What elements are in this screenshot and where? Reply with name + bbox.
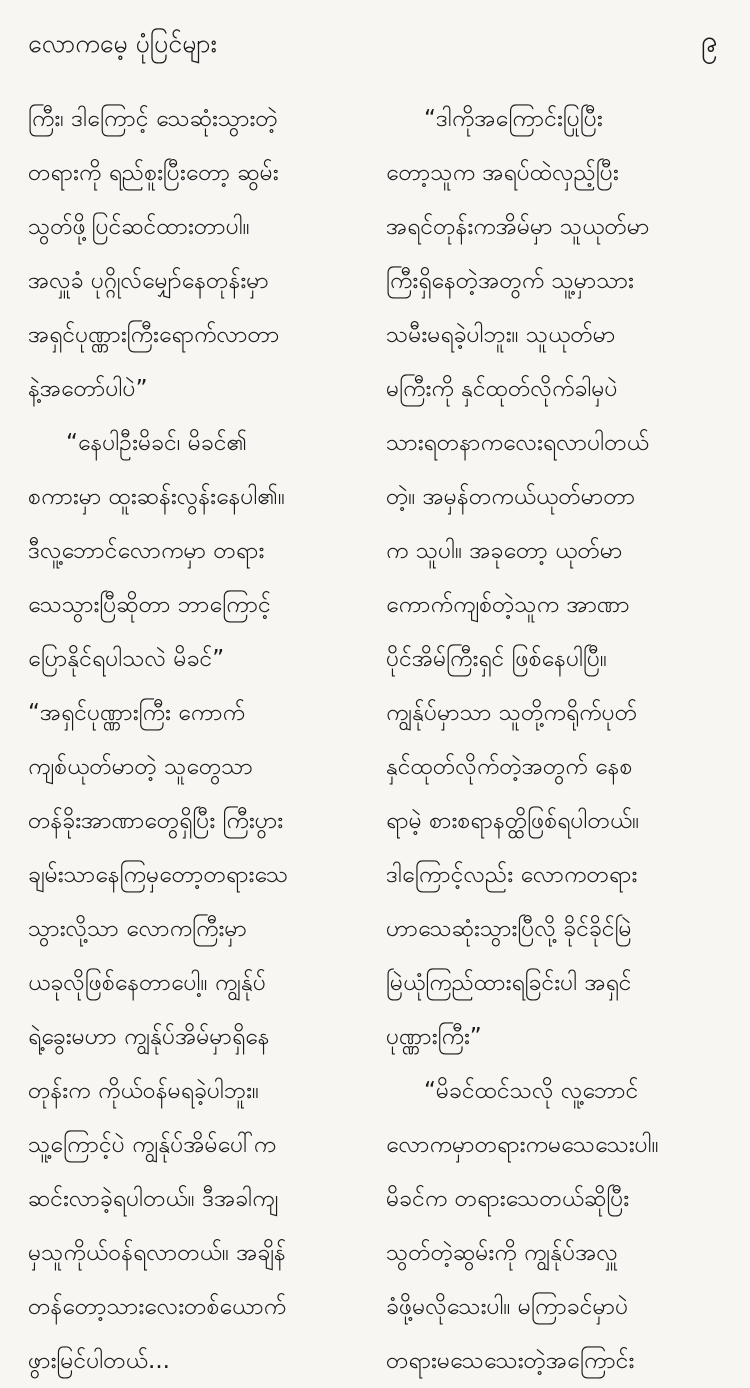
text-line: ပုဏ္ဏားကြီး” — [386, 1024, 482, 1050]
text-line: အလှူခံ ပုဂ္ဂိုလ်မျှော်နေတုန်းမှာ — [28, 268, 269, 294]
text-line: ကောက်ကျစ်တဲ့သူက အာဏာ — [386, 592, 630, 618]
text-line: မိခင်က တရားသေတယ်ဆိုပြီး — [386, 1186, 630, 1212]
text-line: သေသွားပြီဆိုတာ ဘာကြောင့် — [28, 592, 271, 618]
text-line: ဒါကြောင့်လည်း လောကတရား — [386, 862, 638, 888]
right-column — [386, 92, 716, 1388]
text-line: သွားလို့သာ လောကကြီးမှာ — [28, 916, 247, 942]
text-line: လောကမှာတရားကမသေသေးပါ။ — [386, 1132, 659, 1158]
text-line: မှသူကိုယ်ဝန်ရလာတယ်။ အချိန် — [28, 1240, 286, 1266]
text-line: အရှင်ပုဏ္ဏားကြီးရောက်လာတာ — [28, 322, 280, 348]
text-line: ဒီလူ့ဘောင်လောကမှာ တရား — [28, 538, 265, 564]
text-line: သွတ်တဲ့ဆွမ်းကို ကျွန်ုပ်အလှူ — [386, 1240, 618, 1266]
text-line: တန်တော့သားလေးတစ်ယောက် — [28, 1294, 287, 1320]
text-line: ဟာသေဆုံးသွားပြီလို့ ခိုင်ခိုင်မြဲ — [386, 916, 632, 942]
text-line: ကျွန်ုပ်မှာသာ သူတို့ကရိုက်ပုတ် — [386, 700, 638, 726]
text-line: “မိခင်ထင်သလို လူ့ဘောင် — [424, 1078, 639, 1104]
text-line: “နေပါဦးမိခင်၊ မိခင်၏ — [66, 430, 248, 456]
text-line: ကျစ်ယုတ်မာတဲ့ သူတွေသာ — [28, 754, 253, 780]
left-column — [28, 92, 358, 1388]
text-line: စကားမှာ ထူးဆန်းလွန်းနေပါ၏။ — [28, 484, 285, 510]
page-number: ၉ — [701, 24, 718, 59]
text-line: အရင်တုန်းကအိမ်မှာ သူယုတ်မာ — [386, 214, 650, 240]
text-line: ယခုလိုဖြစ်နေတာပေါ့။ ကျွန်ုပ် — [28, 970, 267, 996]
text-line: တော့သူက အရပ်ထဲလှည့်ပြီး — [386, 160, 619, 186]
text-line: ကြီးရှိနေတဲ့အတွက် သူ့မှာသား — [386, 268, 634, 294]
text-line: မြဲယုံကြည်ထားရခြင်းပါ အရှင် — [386, 970, 632, 996]
text-line: ရဲ့ခွေးမဟာ ကျွန်ုပ်အိမ်မှာရှိနေ — [28, 1024, 270, 1050]
text-line: သမီးမရခဲ့ပါဘူး။ သူယုတ်မာ — [386, 322, 616, 348]
text-line: တုန်းက ကိုယ်ဝန်မရခဲ့ပါဘူး။ — [28, 1078, 259, 1104]
text-line: ခံဖို့မလိုသေးပါ။ မကြာခင်မှာပဲ — [386, 1294, 629, 1320]
text-line: ချမ်းသာနေကြမှတော့တရားသေ — [28, 862, 289, 888]
text-line: သွတ်ဖို့ပြင်ဆင်ထားတာပါ။ — [28, 214, 250, 240]
text-line: ပိုင်အိမ်ကြီးရှင် ဖြစ်နေပါပြီ။ — [386, 646, 607, 672]
text-line: တရားမသေသေးတဲ့အကြောင်း — [386, 1348, 635, 1374]
text-line: ဆင်းလာခဲ့ရပါတယ်။ ဒီအခါကျ — [28, 1186, 279, 1212]
text-line: နဲ့အတော်ပါပဲ” — [28, 376, 148, 402]
text-line: ရာမဲ့ စားစရာနတ္ထိဖြစ်ရပါတယ်။ — [386, 808, 640, 834]
text-line: ပြောနိုင်ရပါသလဲ မိခင်” — [28, 646, 225, 672]
page-header — [28, 22, 718, 70]
text-line: သားရတနာကလေးရလာပါတယ် — [386, 430, 649, 456]
text-line: မကြီးကို နှင်ထုတ်လိုက်ခါမှပဲ — [386, 376, 618, 402]
book-title: လောကမေ့ ပုံပြင်များ — [28, 29, 218, 58]
text-line: တရားကို ရည်စူးပြီးတော့ ဆွမ်း — [28, 160, 279, 186]
text-line: သူ့ကြောင့်ပဲ ကျွန်ုပ်အိမ်ပေါ်က — [28, 1132, 277, 1158]
text-line: “ဒါကိုအကြောင်းပြုပြီး — [424, 106, 603, 132]
text-line: “အရှင်ပုဏ္ဏားကြီး ကောက် — [28, 700, 246, 726]
text-line: နှင်ထုတ်လိုက်တဲ့အတွက် နေစ — [386, 754, 633, 780]
text-line: ကြီး၊ ဒါကြောင့် သေဆုံးသွားတဲ့ — [28, 106, 278, 132]
text-line: တန်ခိုးအာဏာတွေရှိပြီး ကြီးပွား — [28, 808, 284, 834]
text-line: တဲ့။ အမှန်တကယ်ယုတ်မာတာ — [386, 484, 636, 510]
text-line: ဖွားမြင်ပါတယ်... — [28, 1348, 170, 1374]
text-line: က သူပါ။ အခုတော့ ယုတ်မာ — [386, 538, 623, 564]
